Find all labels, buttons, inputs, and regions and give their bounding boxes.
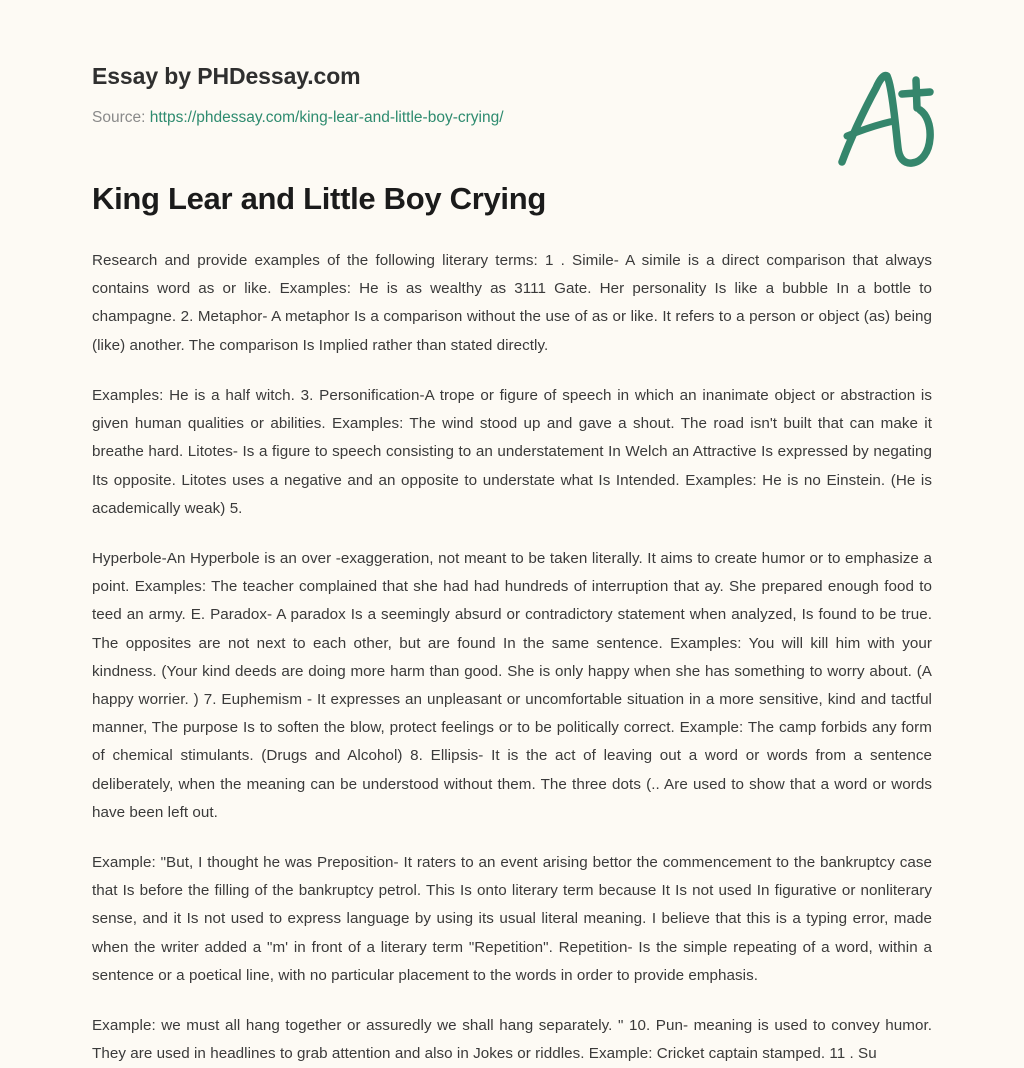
source-label: Source: <box>92 108 146 126</box>
source-line <box>92 108 932 128</box>
article-body <box>92 247 932 1068</box>
paragraph: Examples: He is a half witch. 3. Personification-A trope or figure of speech in which an inanimate object or abstraction is given human qualities or abilities. Examples: The wind stood up and gave a shout. The road isn't built that can make it breathe hard. Litotes- Is a figure to speech consisting to an understatement In Welch an Attractive Is expressed by negating Its opposite. Litotes uses a negative and an opposite to understate what Is Intended. Examples: He is no Einstein. (He is academically weak) 5. <box>92 386 932 517</box>
paragraph: Example: we must all hang together or assuredly we shall hang separately. " 10. Pun- meaning is used to convey humor. They are used in headlines to grab attention and also in Jokes or riddles. Example: Cricket captain stamped. 11 . Su <box>92 1016 932 1063</box>
paragraph: Research and provide examples of the following literary terms: 1 . Simile- A simile is a direct comparison that always contains word as or like. Examples: He is as wealthy as 3111 Gate. Her personality Is like a bubble In a bottle to champagne. 2. Metaphor- A metaphor Is a comparison without the use of as or like. It refers to a person or object (as) being (like) another. The comparison Is Implied rather than stated directly. <box>92 252 932 354</box>
paragraph: Hyperbole-An Hyperbole is an over -exaggeration, not meant to be taken literally. It aims to create humor or to emphasize a point. Examples: The teacher complained that she had had hundreds of interruption that ay. She prepared enough food to teed an army. E. Paradox- A paradox Is a seemingly absurd or contradictory statement when analyzed, Is found to be true. The opposites are not next to each other, but are found In the same sentence. Examples: You will kill him with your kindness. (Your kind deeds are doing more harm than good. She is only happy when she has something to worry about. (A happy worrier. ) 7. Euphemism - It expresses an unpleasant or uncomfortable situation in a more sensitive, kind and tactful manner, The purpose Is to soften the blow, protect feelings or to be politically correct. Example: The camp forbids any form of chemical stimulants. (Drugs and Alcohol) 8. Ellipsis- It is the act of leaving out a word or words from a sentence deliberately, when the meaning can be understood without them. The three dots (.. Are used to show that a word or words have been left out. <box>92 549 932 821</box>
a-plus-logo-icon <box>830 66 942 170</box>
paragraph: Example: "But, I thought he was Preposition- It raters to an event arising bettor the commencement to the bankruptcy case that Is before the filling of the bankruptcy petrol. This Is onto literary term because It Is not used In figurative or nonliterary sense, and it Is not used to express language by using its usual literal meaning. I believe that this is a typing error, made when the writer added a "m' in front of a literary term "Repetition". Repetition- Is the simple repeating of a word, within a sentence or a poetical line, with no particular placement to the words in order to provide emphasis. <box>92 853 932 984</box>
source-url-link[interactable]: https://phdessay.com/king-lear-and-little-boy-crying/ <box>149 108 504 126</box>
page-header <box>0 0 1024 128</box>
page-title: King Lear and Little Boy Crying <box>92 180 547 216</box>
brand-title: Essay by PHDessay.com <box>92 63 361 89</box>
article <box>0 128 1024 1068</box>
